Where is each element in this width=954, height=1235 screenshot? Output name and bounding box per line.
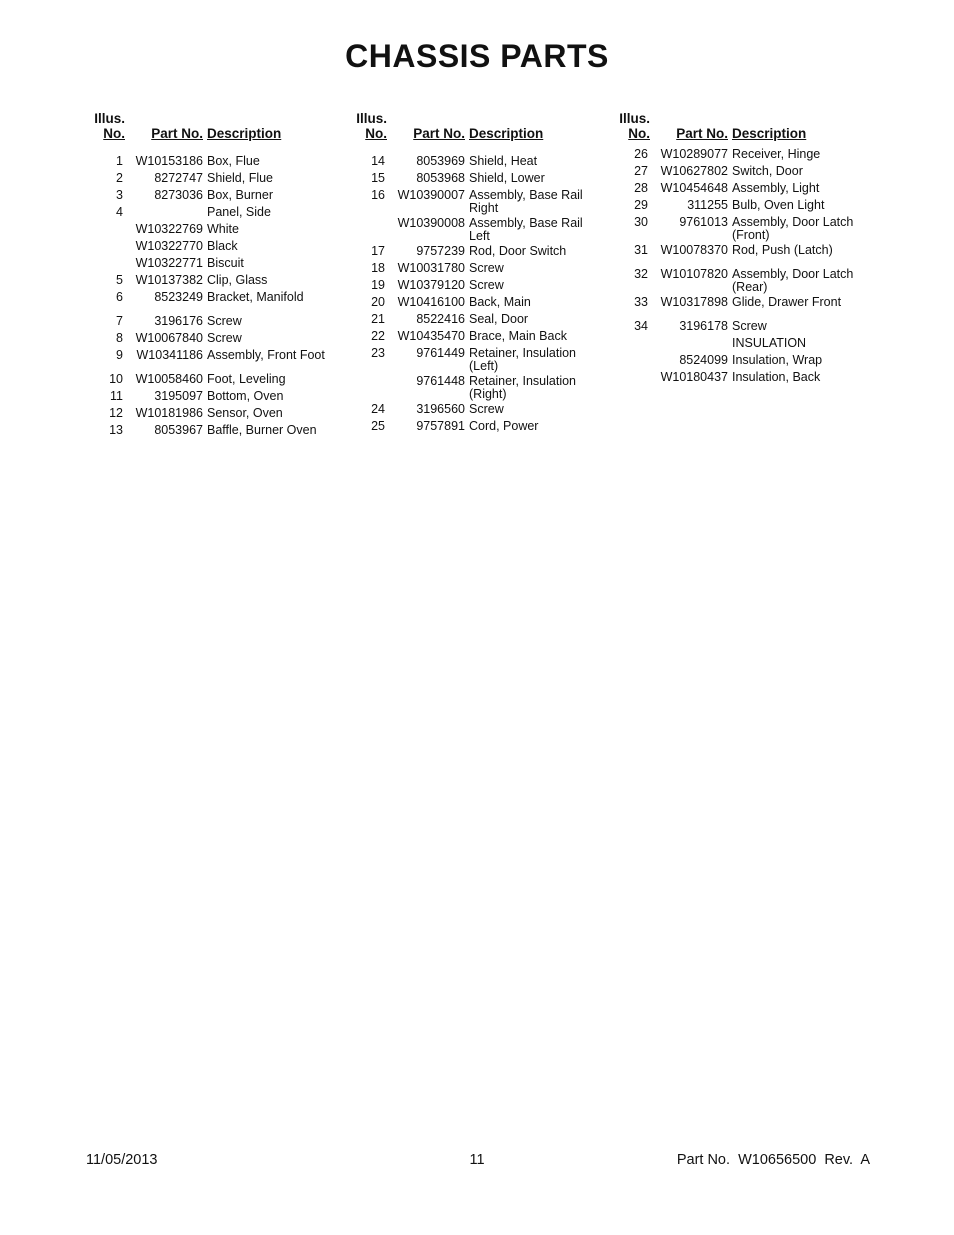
table-row: 33 W10317898 Glide, Drawer Front	[634, 295, 842, 309]
table-row: INSULATION	[732, 336, 807, 350]
table-row: 31 W10078370 Rod, Push (Latch)	[634, 243, 833, 257]
part-no-header: Part No.	[151, 126, 203, 141]
table-row: 34 3196178 Screw	[634, 319, 767, 333]
description-header: Description	[732, 126, 807, 141]
table-row: 28 W10454648 Assembly, Light	[634, 181, 820, 195]
parts-column-2	[353, 111, 594, 437]
table-row: 25 9757891 Cord, Power	[371, 419, 539, 433]
table-row: W10322771 Biscuit	[135, 256, 244, 270]
table-row: 7 3196176 Screw	[116, 314, 242, 328]
table-row: 12 W10181986 Sensor, Oven	[109, 406, 283, 420]
table-row: 24 3196560 Screw	[371, 402, 504, 416]
footer-date: 11/05/2013	[86, 1152, 158, 1168]
table-row: 15 8053968 Shield, Lower	[371, 171, 545, 185]
table-row: 9761448 Retainer, Insulation (Right)	[416, 374, 577, 401]
table-row: 10 W10058460 Foot, Leveling	[109, 372, 286, 386]
illus-no-header: Illus. No.	[619, 111, 650, 141]
table-row: 13 8053967 Baffle, Burner Oven	[109, 423, 317, 437]
table-row: 27 W10627802 Switch, Door	[634, 164, 803, 178]
table-row: 2 8272747 Shield, Flue	[116, 171, 274, 185]
table-row: 8524099 Insulation, Wrap	[679, 353, 823, 367]
table-row: 11 3195097 Bottom, Oven	[110, 389, 284, 403]
footer-part-number: Part No. W10656500 Rev. A	[676, 1152, 870, 1168]
page-title: CHASSIS PARTS	[345, 38, 609, 74]
table-row: W10322770 Black	[135, 239, 238, 253]
illus-no-header: Illus. No.	[94, 111, 125, 141]
table-row: 4 Panel, Side	[116, 205, 271, 219]
table-row: 1 W10153186 Box, Flue	[116, 154, 260, 168]
table-row: 8 W10067840 Screw	[116, 331, 242, 345]
parts-list	[91, 155, 332, 441]
footer-page-number: 11	[469, 1152, 485, 1168]
table-row: 26 W10289077 Receiver, Hinge	[634, 147, 821, 161]
table-row: 9 W10341186 Assembly, Front Foot	[116, 348, 325, 362]
table-row: 5 W10137382 Clip, Glass	[116, 273, 268, 287]
table-row: 23 9761449 Retainer, Insulation (Left)	[371, 346, 577, 373]
table-row: 6 8523249 Bracket, Manifold	[116, 290, 304, 304]
table-row: 29 311255 Bulb, Oven Light	[634, 198, 825, 212]
description-header: Description	[207, 126, 282, 141]
table-row: W10180437 Insulation, Back	[660, 370, 821, 384]
description-header: Description	[469, 126, 544, 141]
parts-list	[353, 155, 594, 437]
table-row: 19 W10379120 Screw	[371, 278, 504, 292]
column-header	[616, 111, 857, 145]
table-row: 21 8522416 Seal, Door	[371, 312, 529, 326]
part-no-header: Part No.	[413, 126, 465, 141]
part-no-header: Part No.	[676, 126, 728, 141]
table-row: 18 W10031780 Screw	[371, 261, 504, 275]
column-header	[91, 111, 332, 145]
table-row: W10390008 Assembly, Base Rail Left	[397, 216, 583, 243]
table-row: 14 8053969 Shield, Heat	[371, 154, 538, 168]
table-row: 17 9757239 Rod, Door Switch	[371, 244, 567, 258]
parts-column-1	[91, 111, 332, 441]
parts-column-3	[616, 111, 857, 388]
table-row: 20 W10416100 Back, Main	[371, 295, 531, 309]
table-row: 3 8273036 Box, Burner	[116, 188, 274, 202]
illus-no-header: Illus. No.	[356, 111, 387, 141]
column-header	[353, 111, 594, 145]
table-row: 30 9761013 Assembly, Door Latch (Front)	[634, 215, 854, 242]
parts-list	[616, 148, 857, 388]
table-row: W10322769 White	[135, 222, 239, 236]
table-row: 22 W10435470 Brace, Main Back	[371, 329, 567, 343]
table-row: 16 W10390007 Assembly, Base Rail Right	[371, 188, 583, 215]
table-row: 32 W10107820 Assembly, Door Latch (Rear)	[634, 267, 854, 294]
